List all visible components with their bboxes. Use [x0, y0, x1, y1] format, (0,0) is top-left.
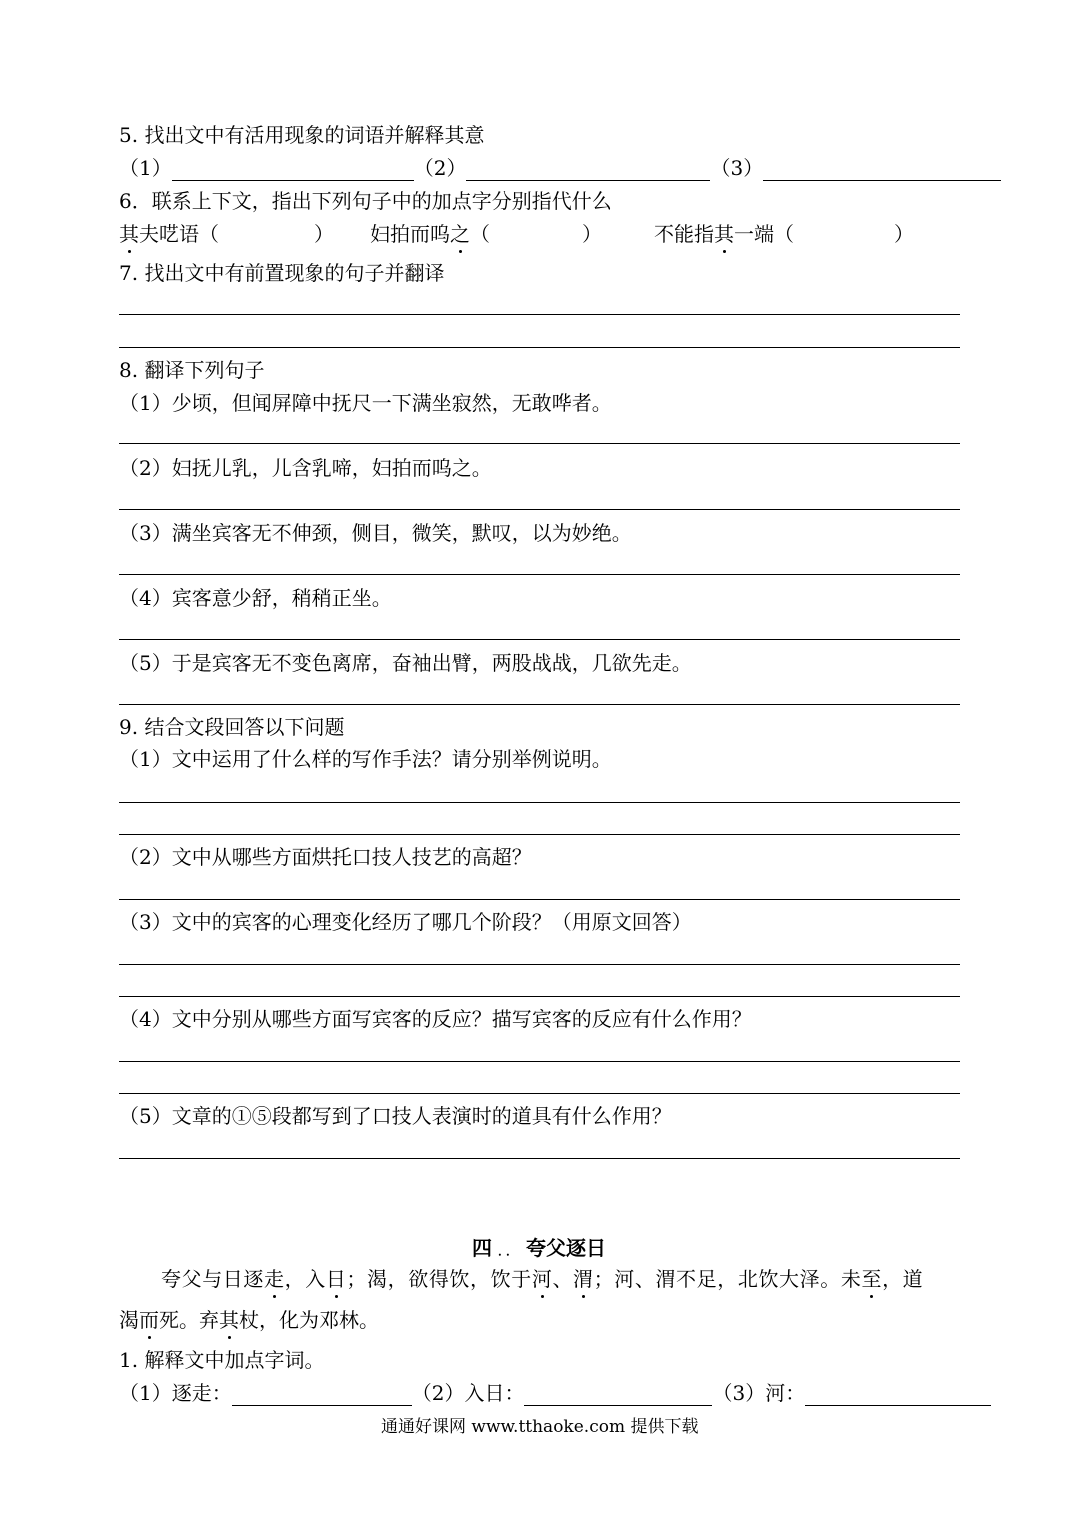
dotted-word: 其: [219, 1308, 239, 1332]
q6-c-close: ）: [894, 222, 914, 246]
q1-blank-3-label: （3）河：: [712, 1381, 806, 1405]
q6-b-text: 妇拍而呜: [370, 222, 450, 246]
q9-title: 9. 结合文段回答以下问题: [119, 715, 345, 739]
q7-title: 7. 找出文中有前置现象的句子并翻译: [119, 261, 445, 285]
q9-3-answer-line-2[interactable]: [119, 996, 960, 997]
q8-answer-line-3[interactable]: [119, 574, 960, 575]
q1-blank-3[interactable]: [805, 1385, 991, 1406]
q8-answer-line-1[interactable]: [119, 443, 960, 444]
q6-item-c: [654, 221, 914, 247]
q9-1-answer-line-1[interactable]: [119, 802, 960, 803]
q9-1-answer-line-2[interactable]: [119, 834, 960, 835]
q5-blank-3-label: （3）: [710, 156, 764, 180]
section-4-q1-title: 1. 解释文中加点字词。: [119, 1348, 325, 1372]
q6-b-dotted-char: 之: [450, 222, 470, 246]
q9-4-answer-line-2[interactable]: [119, 1093, 960, 1094]
q6-item-a: [119, 221, 334, 247]
q7-answer-line-1[interactable]: [119, 314, 960, 315]
q5-blank-2-label: （2）: [413, 156, 467, 180]
q5-blank-1-label: （1）: [119, 156, 172, 180]
q9-3-answer-line-1[interactable]: [119, 964, 960, 965]
passage-text: 、: [552, 1267, 574, 1291]
q9-item-1: （1）文中运用了什么样的写作手法？请分别举例说明。: [119, 747, 612, 771]
q5-blanks-row: [119, 155, 1001, 181]
q9-item-4: （4）文中分别从哪些方面写宾客的反应？描写宾客的反应有什么作用？: [119, 1007, 752, 1031]
q9-2-answer-line[interactable]: [119, 899, 960, 900]
q5-blank-1[interactable]: [172, 160, 414, 181]
q8-item-4: （4）宾客意少舒，稍稍正坐。: [119, 586, 392, 610]
q8-item-3: （3）满坐宾客无不伸颈，侧目，微笑，默叹，以为妙绝。: [119, 521, 632, 545]
q9-4-answer-line-1[interactable]: [119, 1061, 960, 1062]
q1-blank-1-label: （1）逐走：: [119, 1381, 232, 1405]
section-4-dots: ．．: [498, 1244, 521, 1258]
dotted-word: 河: [531, 1267, 553, 1291]
q5-blank-2[interactable]: [466, 160, 710, 181]
passage-text: 渴: [119, 1308, 139, 1332]
passage-text: 死。弃: [159, 1308, 219, 1332]
section-4-q1-blanks-row: [119, 1380, 991, 1406]
q1-blank-1[interactable]: [232, 1385, 412, 1406]
q6-title: 6．联系上下文，指出下列句子中的加点字分别指代什么: [119, 189, 612, 213]
q9-item-2: （2）文中从哪些方面烘托口技人技艺的高超？: [119, 845, 532, 869]
q8-answer-line-2[interactable]: [119, 509, 960, 510]
q6-item-b: [370, 221, 602, 247]
q1-blank-2-label: （2）入日：: [411, 1381, 525, 1405]
dotted-word: 渭: [573, 1267, 594, 1291]
q6-c-text: 不能指: [654, 222, 714, 246]
section-4-title: [472, 1235, 606, 1264]
passage-text: ，道: [882, 1267, 924, 1291]
dotted-word: 而: [139, 1308, 159, 1332]
passage-line-2: [119, 1307, 379, 1333]
q6-a-dotted-char: 其: [119, 222, 139, 246]
q9-5-answer-line[interactable]: [119, 1158, 960, 1159]
q9-item-5: （5）文章的①⑤段都写到了口技人表演时的道具有什么作用？: [119, 1104, 672, 1128]
passage-line-1: [161, 1266, 923, 1292]
passage-text: 夸父与日逐: [161, 1267, 264, 1291]
q9-item-3: （3）文中的宾客的心理变化经历了哪几个阶段？（用原文回答）: [119, 910, 692, 934]
q5-blank-3[interactable]: [763, 160, 1001, 181]
q1-blank-2[interactable]: [524, 1385, 712, 1406]
q7-answer-line-2[interactable]: [119, 347, 960, 348]
section-4-number: 四: [472, 1236, 492, 1260]
q8-item-1: （1）少顷，但闻屏障中抚尺一下满坐寂然，无敢哗者。: [119, 391, 612, 415]
q6-a-close: ）: [314, 222, 334, 246]
q8-title: 8. 翻译下列句子: [119, 358, 265, 382]
q8-item-5: （5）于是宾客无不变色离席，奋袖出臂，两股战战，几欲先走。: [119, 651, 692, 675]
page-footer: 通通好课网 www.tthaoke.com 提供下载: [381, 1417, 699, 1437]
dotted-word: 走: [264, 1267, 285, 1291]
q6-a-text: 夫呓语（: [139, 222, 219, 246]
q8-answer-line-5[interactable]: [119, 704, 960, 705]
q8-answer-line-4[interactable]: [119, 639, 960, 640]
dotted-word: 至: [861, 1267, 883, 1291]
passage-text: ，入: [284, 1267, 326, 1291]
q5-title: 5. 找出文中有活用现象的词语并解释其意: [119, 123, 485, 147]
q6-b-open: （: [470, 222, 490, 246]
q6-c-dotted-char: 其: [714, 222, 734, 246]
q6-b-close: ）: [582, 222, 602, 246]
q8-item-2: （2）妇抚儿乳，儿含乳啼，妇拍而呜之。: [119, 456, 492, 480]
passage-text: 杖，化为邓林。: [239, 1308, 379, 1332]
passage-text: ；渴，欲得饮，饮于: [346, 1267, 532, 1291]
section-4-heading: 夸父逐日: [526, 1236, 607, 1260]
dotted-word: 日: [325, 1267, 347, 1291]
q6-c-open: 一端（: [734, 222, 794, 246]
passage-text: ；河、渭不足，北饮大泽。未: [593, 1267, 862, 1291]
